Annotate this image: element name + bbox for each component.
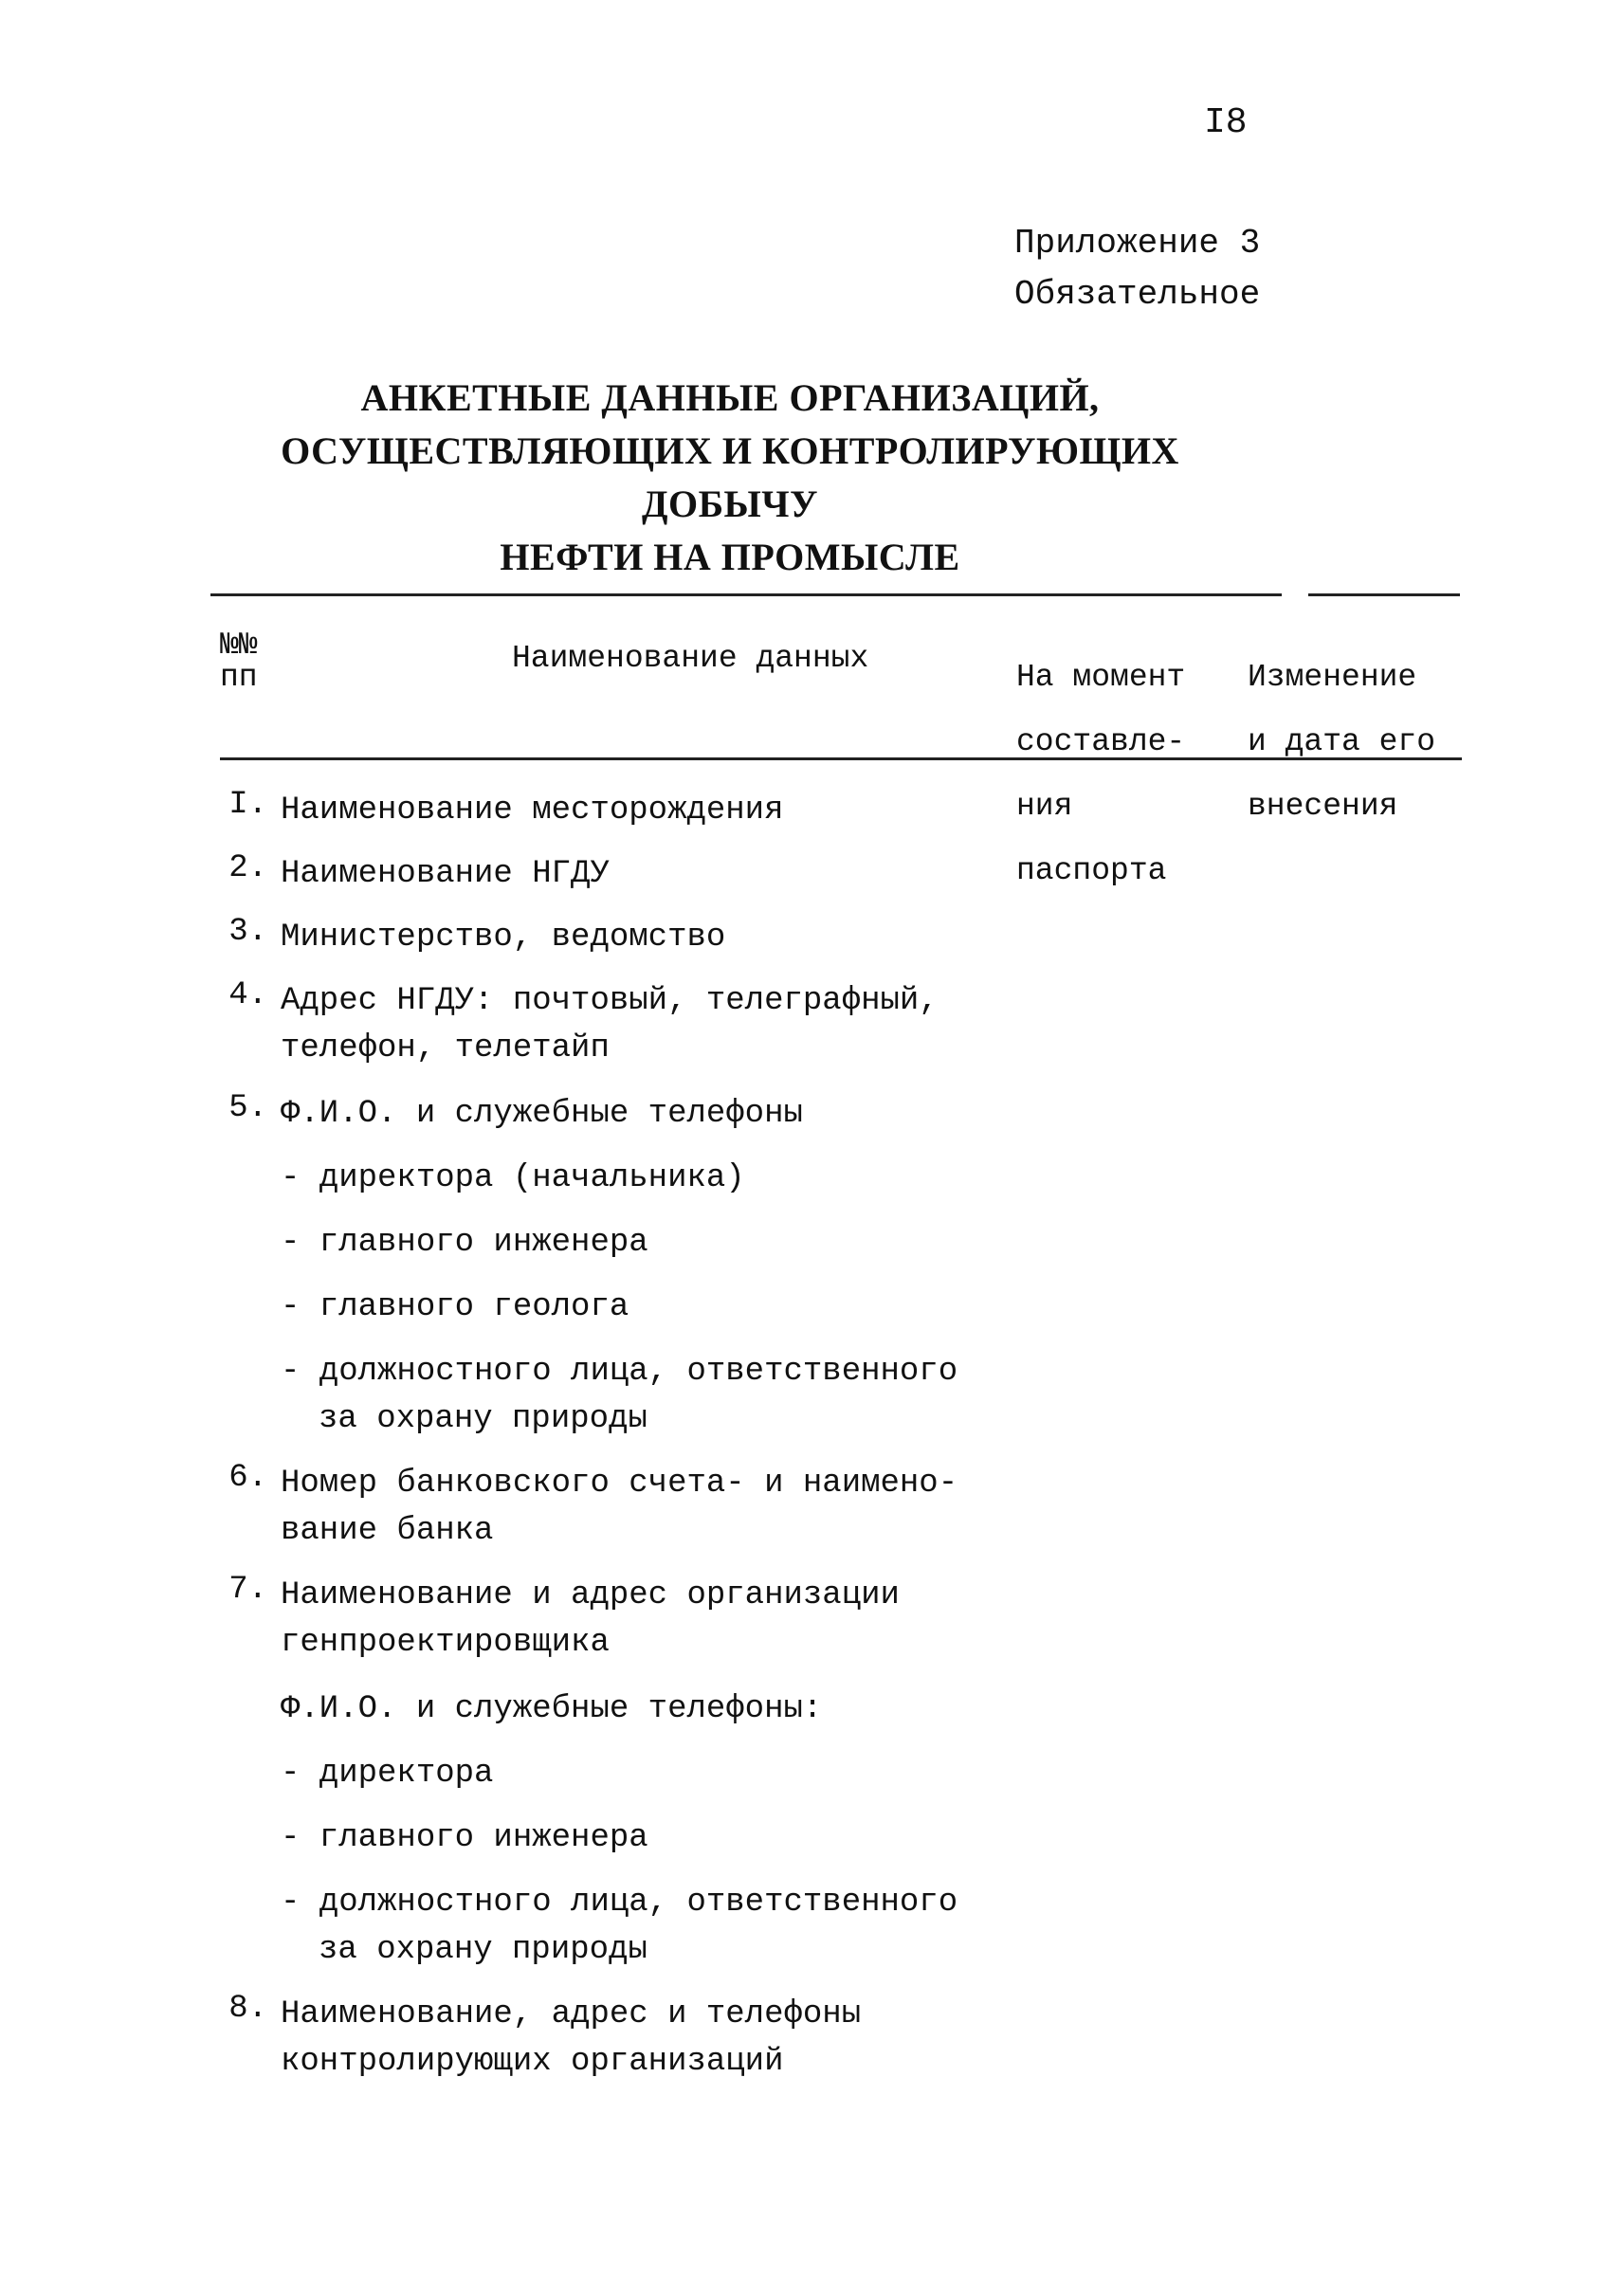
table-top-rule-right (1308, 593, 1460, 596)
row-number: 6. (228, 1460, 267, 1496)
row-text-line-2: за охрану природы (319, 1932, 647, 1968)
table-row (209, 1460, 957, 1555)
row-text: Наименование НГДУ (281, 856, 610, 892)
table-row (209, 1219, 648, 1266)
header-number-line-1: №№ (220, 628, 258, 663)
row-text-line-2: за охрану природы (319, 1401, 647, 1437)
header-number (220, 629, 258, 694)
header-moment-line-4: паспорта (1016, 853, 1167, 888)
header-moment (1016, 629, 1185, 920)
row-text-line-1: Номер банковского счета- и наимено- (281, 1466, 958, 1502)
appendix-status: Обязательное (1014, 275, 1261, 314)
header-moment-line-1: На момент (1016, 660, 1186, 695)
header-change-line-2: и дата его (1248, 724, 1436, 759)
table-row (209, 914, 725, 961)
row-text-line-2: контролирующих организаций (281, 2044, 784, 2080)
row-number: 4. (228, 977, 267, 1013)
row-text: - главного геолога (281, 1289, 629, 1325)
title-line-1: АНКЕТНЫЕ ДАННЫЕ ОРГАНИЗАЦИЙ, (360, 376, 1100, 419)
row-text: - главного инженера (281, 1225, 648, 1261)
table-top-rule (210, 593, 1282, 596)
row-text (281, 1460, 957, 1555)
header-change (1248, 629, 1435, 855)
row-text: - главного инженера (281, 1820, 648, 1856)
row-text (281, 1991, 861, 2086)
table-row (209, 1750, 493, 1797)
document-title (218, 372, 1242, 584)
table-row (209, 1814, 648, 1862)
row-text-line-1: - должностного лица, ответственного (281, 1354, 958, 1390)
page-number: I8 (1204, 102, 1248, 143)
row-number: 7. (228, 1572, 267, 1608)
row-text (281, 1348, 957, 1443)
table-row (209, 1879, 957, 1974)
table-row (209, 1991, 861, 2086)
row-number: 5. (228, 1090, 267, 1126)
appendix-label (1014, 218, 1260, 320)
table-row (209, 787, 784, 834)
table-row (209, 1090, 803, 1138)
table-row (209, 1155, 745, 1202)
table-row (209, 1572, 900, 1667)
row-text: - директора (начальника) (281, 1160, 745, 1196)
appendix-number: Приложение 3 (1014, 224, 1261, 263)
table-row (209, 1686, 822, 1733)
table-row (209, 850, 610, 898)
title-line-3: НЕФТИ НА ПРОМЫСЛЕ (500, 536, 960, 578)
row-text: Ф.И.О. и служебные телефоны: (281, 1691, 823, 1727)
table-header-rule (220, 757, 1462, 760)
header-change-line-1: Изменение (1248, 660, 1417, 695)
table-row (209, 1348, 957, 1443)
row-text (281, 1572, 900, 1667)
title-line-2: ОСУЩЕСТВЛЯЮЩИХ И КОНТРОЛИРУЮЩИХ ДОБЫЧУ (281, 429, 1179, 525)
row-text (281, 1879, 957, 1974)
row-number: I. (228, 787, 267, 823)
row-text-line-1: - должностного лица, ответственного (281, 1885, 958, 1921)
row-text (281, 977, 939, 1072)
row-number: 3. (228, 914, 267, 950)
row-text-line-1: Наименование и адрес организации (281, 1577, 900, 1613)
header-moment-line-2: составле- (1016, 724, 1186, 759)
table-row (209, 977, 939, 1072)
header-moment-line-3: ния (1016, 789, 1073, 824)
row-text-line-2: генпроектировщика (281, 1625, 610, 1661)
row-text-line-2: вание банка (281, 1513, 494, 1549)
row-text-line-2: телефон, телетайп (281, 1030, 610, 1066)
row-text: Министерство, ведомство (281, 920, 726, 956)
row-text-line-1: Адрес НГДУ: почтовый, телеграфный, (281, 983, 939, 1019)
row-text: Наименование месторождения (281, 793, 784, 829)
table-row (209, 1284, 629, 1331)
row-text: - директора (281, 1756, 494, 1792)
row-text-line-1: Наименование, адрес и телефоны (281, 1996, 862, 2032)
header-name: Наименование данных (512, 641, 869, 676)
row-number: 8. (228, 1991, 267, 2027)
header-change-line-3: внесения (1248, 789, 1398, 824)
row-text: Ф.И.О. и служебные телефоны (281, 1096, 803, 1132)
header-number-line-2: пп (220, 660, 258, 695)
row-number: 2. (228, 850, 267, 886)
